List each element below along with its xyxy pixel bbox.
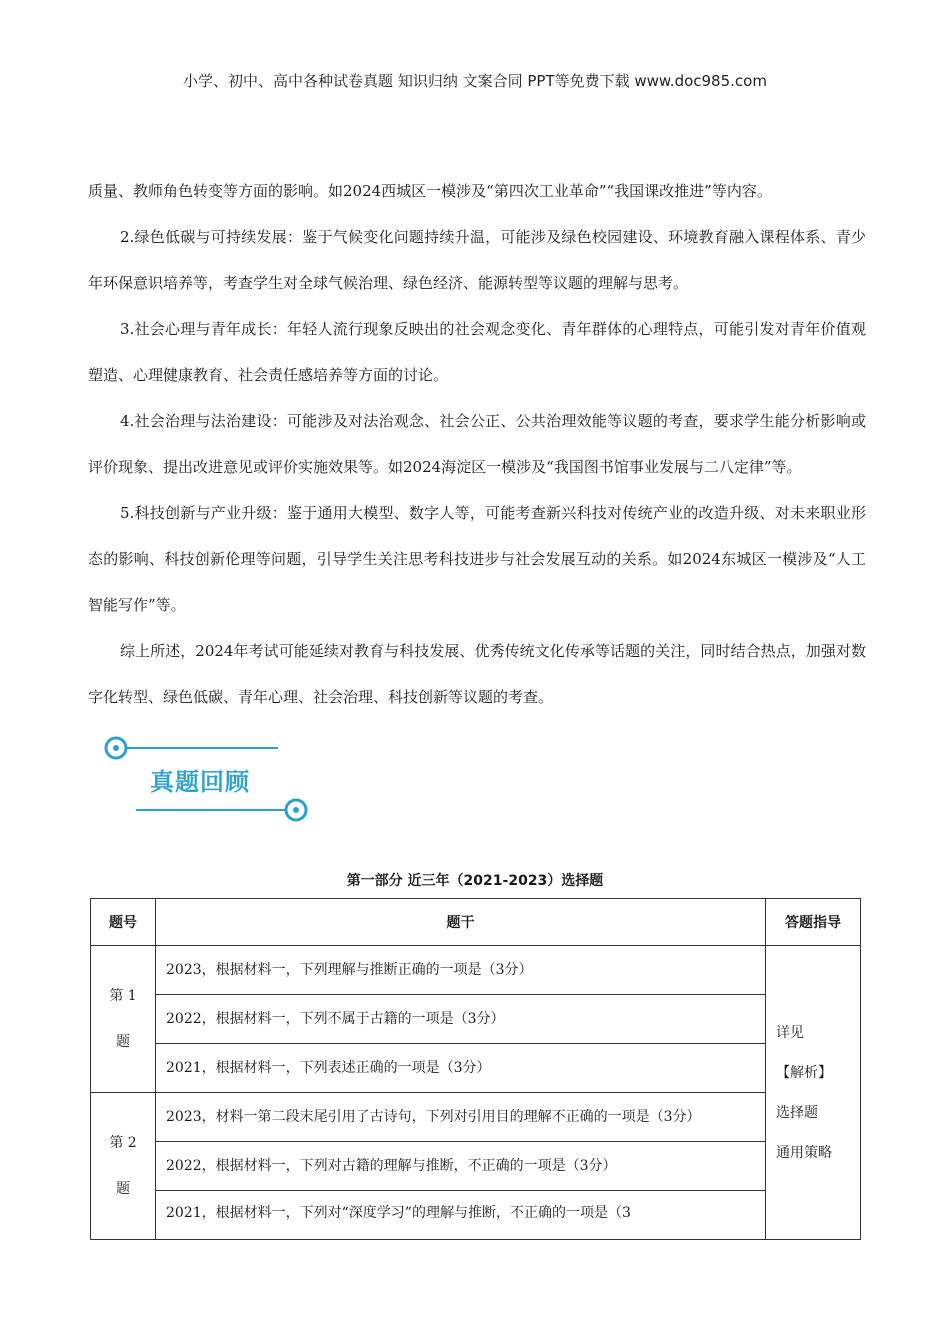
answer-guide: 详见 【解析】 选择题 通用策略 bbox=[766, 946, 861, 1240]
table-row bbox=[91, 1191, 861, 1240]
question-number-2: 第 2 题 bbox=[91, 1093, 156, 1240]
banner-title: 真题回顾 bbox=[150, 768, 250, 796]
paragraph-3: 3.社会心理与青年成长：年轻人流行现象反映出的社会观念变化、青年群体的心理特点，可能引发对青年价值观塑造、心理健康教育、社会责任感培养等方面的讨论。 bbox=[88, 320, 866, 384]
paragraph-5: 5.科技创新与产业升级：鉴于通用大模型、数字人等，可能考查新兴科技对传统产业的改造升级、对未来职业形态的影响、科技创新伦理等问题，引导学生关注思考科技进步与社会发展互动的关系。如2024东城区一模涉及“人工智能写作”等。 bbox=[88, 504, 866, 614]
table-header-row bbox=[91, 899, 861, 946]
table-row bbox=[91, 946, 861, 995]
header-number: 题号 bbox=[91, 899, 156, 946]
question-stem: 2021，根据材料一，下列对“深度学习”的理解与推断，不正确的一项是（3 bbox=[156, 1191, 766, 1240]
header-stem: 题干 bbox=[156, 899, 766, 946]
paragraph-6: 综上所述，2024年考试可能延续对教育与科技发展、优秀传统文化传承等话题的关注，同时结合热点，加强对数字化转型、绿色低碳、青年心理、社会治理、科技创新等议题的考查。 bbox=[88, 642, 866, 706]
paragraph-1: 质量、教师角色转变等方面的影响。如2024西城区一模涉及“第四次工业革命”“我国课改推进”等内容。 bbox=[88, 182, 772, 200]
section-title: 第一部分 近三年（2021-2023）选择题 bbox=[346, 873, 604, 889]
question-stem: 2022，根据材料一，下列对古籍的理解与推断，不正确的一项是（3分） bbox=[156, 1142, 766, 1191]
table-row bbox=[91, 995, 861, 1044]
table-row bbox=[91, 1044, 861, 1093]
paragraph-4: 4.社会治理与法治建设：可能涉及对法治观念、社会公正、公共治理效能等议题的考查，要求学生能分析影响或评价现象、提出改进意见或评价实施效果等。如2024海淀区一模涉及“我国图书馆事业发展与二八定律”等。 bbox=[88, 412, 866, 476]
question-table bbox=[90, 898, 861, 1240]
section-banner bbox=[100, 728, 315, 828]
paragraph-2: 2.绿色低碳与可持续发展：鉴于气候变化问题持续升温，可能涉及绿色校园建设、环境教育融入课程体系、青少年环保意识培养等，考查学生对全球气候治理、绿色经济、能源转型等议题的理解与思考。 bbox=[88, 228, 866, 292]
question-number-1: 第 1 题 bbox=[91, 946, 156, 1093]
question-stem: 2023，根据材料一，下列理解与推断正确的一项是（3分） bbox=[156, 946, 766, 995]
header-guide: 答题指导 bbox=[766, 899, 861, 946]
question-stem: 2022，根据材料一，下列不属于古籍的一项是（3分） bbox=[156, 995, 766, 1044]
table-row bbox=[91, 1142, 861, 1191]
table-row bbox=[91, 1093, 861, 1142]
page-header: 小学、初中、高中各种试卷真题 知识归纳 文案合同 PPT等免费下载 www.doc985.com bbox=[183, 72, 767, 90]
question-stem: 2023，材料一第二段末尾引用了古诗句，下列对引用目的理解不正确的一项是（3分） bbox=[156, 1093, 766, 1142]
body-text bbox=[88, 168, 866, 720]
question-stem: 2021，根据材料一，下列表述正确的一项是（3分） bbox=[156, 1044, 766, 1093]
